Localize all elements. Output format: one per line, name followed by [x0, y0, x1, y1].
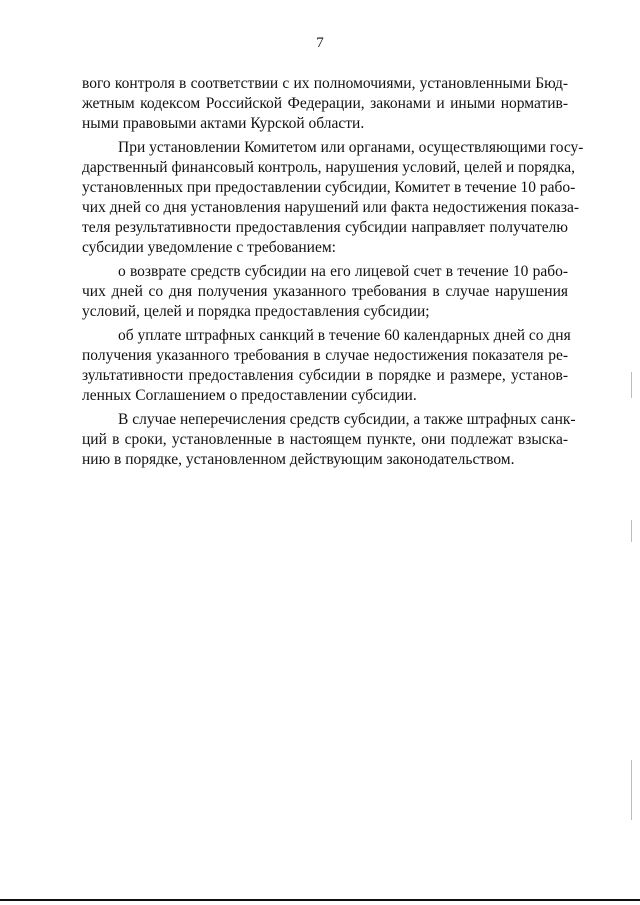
text-line: нию в порядке, установленном действующим законодательством.: [82, 451, 515, 468]
page-number: 7: [316, 35, 324, 51]
text-line: жетным кодексом Российской Федерации, законами и иными норматив-: [82, 95, 568, 112]
scan-artifact-mark: [631, 520, 632, 542]
text-line: В случае неперечисления средств субсидии, а также штрафных санк-: [118, 411, 576, 428]
text-line: условий, целей и порядка предоставления субсидии;: [82, 303, 430, 320]
text-line: дарственный финансовый контроль, нарушения условий, целей и порядка,: [82, 159, 576, 176]
text-line: получения указанного требования в случае недостижения показателя ре-: [82, 347, 568, 364]
scan-artifact-mark: [631, 760, 632, 820]
scan-artifact-mark: [631, 372, 632, 398]
text-line: вого контроля в соответствии с их полномочиями, установленными Бюд-: [82, 75, 568, 92]
text-line: субсидии уведомление с требованием:: [82, 239, 336, 256]
text-line: об уплате штрафных санкций в течение 60 календарных дней со дня: [118, 327, 571, 344]
scan-bottom-edge: [0, 899, 640, 901]
text-line: ными правовыми актами Курской области.: [82, 115, 365, 132]
text-line: При установлении Комитетом или органами, осуществляющими госу-: [118, 139, 584, 156]
text-line: зультативности предоставления субсидии в порядке и размере, установ-: [82, 367, 568, 384]
text-line: теля результативности предоставления субсидии направляет получателю: [82, 219, 568, 236]
text-line: о возврате средств субсидии на его лицевой счет в течение 10 рабо-: [118, 263, 568, 280]
text-line: чих дней со дня установления нарушений или факта недостижения показа-: [82, 199, 579, 216]
text-line: ций в сроки, установленные в настоящем пункте, они подлежат взыска-: [82, 431, 568, 448]
text-line: установленных при предоставлении субсидии, Комитет в течение 10 рабо-: [82, 179, 576, 196]
text-line: ленных Соглашением о предоставлении субсидии.: [82, 387, 417, 404]
text-line: чих дней со дня получения указанного требования в случае нарушения: [82, 283, 568, 300]
